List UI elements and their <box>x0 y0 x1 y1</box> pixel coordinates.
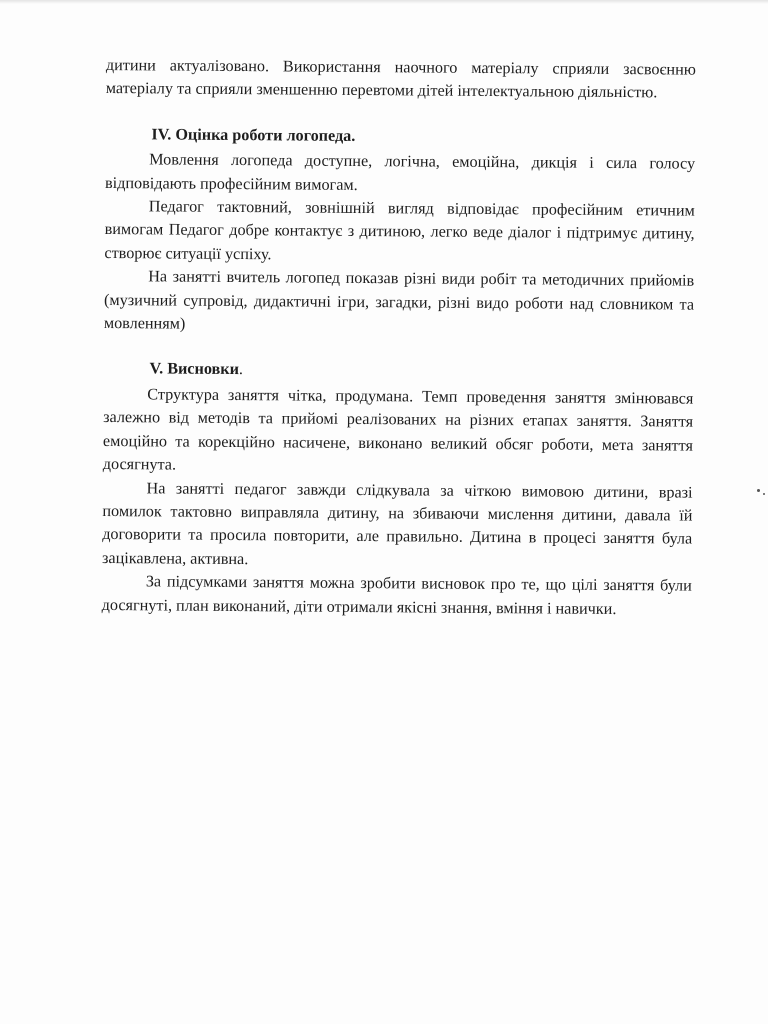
section-4-paragraph-2: Педагог тактовний, зовнішній вигляд відповідає професійним етичним вимогам Педагог добре контактує з дитиною, легко веде діалог і підтримує дитину, створює ситуації успіху. <box>104 197 695 264</box>
section-5-paragraph-2: На занятті педагог завжди слідкувала за чіткою вимовою дитини, вразі помилок тактовно виправляла дитину, на збиваючи мислення дитини, давала їй договорити та просила повторити, але правильно. Дитина в процесі заняття була зацікавлена, активна. <box>101 478 693 568</box>
scan-edge <box>0 0 768 4</box>
section-4-paragraph-1: Мовлення логопеда доступне, логічна, емоційна, дикція і сила голосу відповідають професійним вимогам. <box>104 150 696 194</box>
section-5-paragraph-1: Структура заняття чітка, продумана. Темп проведення заняття змінювався залежно від методів та прийомі реалізованих на різних етапах заняття. Заняття емоційно та корекційно насичене, виконано великий обсяг роботи, мета заняття досягнута. <box>102 385 694 474</box>
document-body <box>102 54 696 622</box>
scan-speck <box>763 493 765 495</box>
section-4-heading-text: IV. Оцінка роботи логопеда. <box>151 125 356 145</box>
scan-speck <box>757 489 760 492</box>
section-5-heading-text: V. Висновки <box>149 359 240 379</box>
section-5-heading-period: . <box>238 360 244 379</box>
section-4-paragraph-3: На занятті вчитель логопед показав різні види робіт та методичних прийомів (музичний супровід, дидактичні ігри, загадки, різні видо роботи над словником та мовленням) <box>103 267 695 333</box>
section-4-heading <box>105 123 695 151</box>
intro-paragraph: дитини актуалізовано. Використання наочного матеріалу сприяли засвоєнню матеріалу та сприяли зменшенню перевтоми дітей інтелектуальною діяльністю. <box>105 55 696 102</box>
section-5-heading <box>103 357 693 385</box>
section-5-paragraph-3: За підсумками заняття можна зробити висновок про те, що цілі заняття були досягнуті, план виконаний, діти отримали якісні знання, вміння і навички. <box>101 572 692 618</box>
